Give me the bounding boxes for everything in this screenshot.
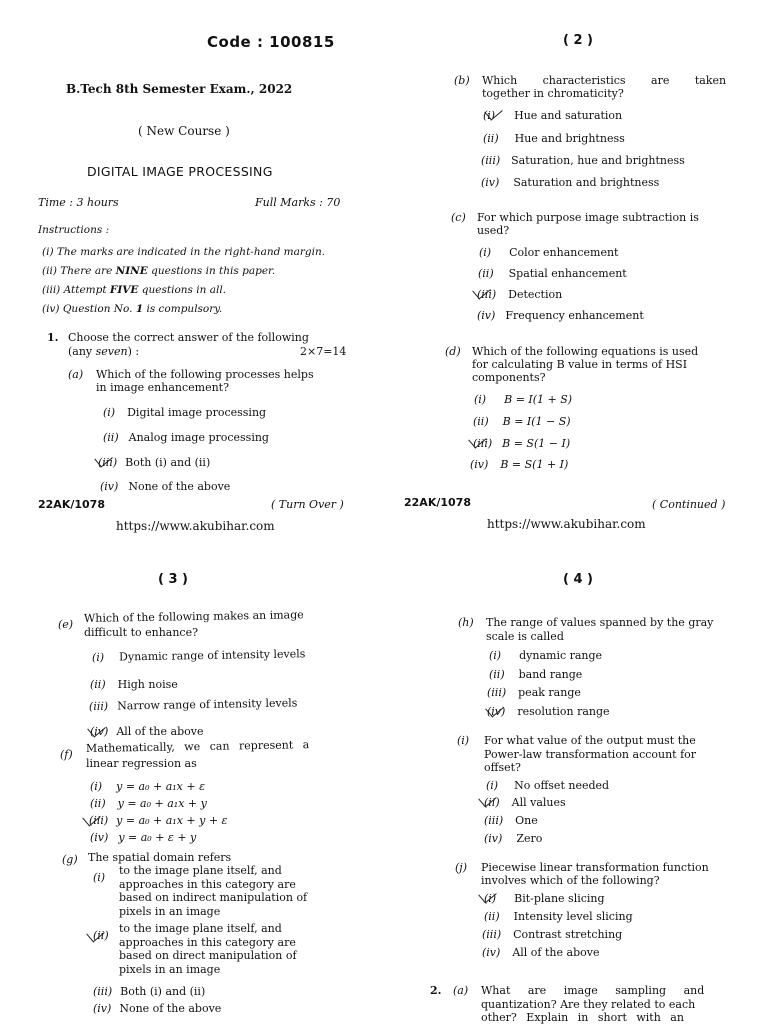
qa-option-2: (ii) Analog image processing [103,431,269,444]
qh-option-3: (iii) peak range [487,686,581,699]
qc-line-2: used? [477,224,510,237]
qc-option-3: (iii) Detection [477,288,563,301]
qb-option-1: (i) Hue and saturation [483,109,623,122]
footer-continued: ( Continued ) [652,498,726,511]
watermark-url: https://www.akubihar.com [116,519,275,533]
course-label: ( New Course ) [138,124,230,138]
qg-option-1-text: to the image plane itself, and approaches in this category are based on indirect manipulation of pixels in an image [119,864,308,918]
qj-option-4: (iv) All of the above [482,946,600,959]
qg-option-4: (iv) None of the above [93,1002,222,1015]
qf-option-2: (ii) y = a₀ + a₁x + y [90,797,207,810]
q1-marks: 2×7=14 [300,345,347,358]
qb-line-2: together in chromaticity? [482,87,624,100]
qa-label: (a) [68,368,84,381]
qg-option-3: (iii) Both (i) and (ii) [93,985,206,998]
q1-number: 1. [47,331,59,344]
qj-line-1: Piecewise linear transformation function [481,861,709,874]
qe-line-1: Which of the following makes an image [83,608,304,625]
full-marks-label: Full Marks : 70 [255,196,341,209]
qj-option-2: (ii) Intensity level slicing [484,910,633,923]
qe-option-1: (i) Dynamic range of intensity levels [91,647,306,664]
exam-code: Code : 100815 [207,33,335,51]
qb-option-3: (iii) Saturation, hue and brightness [481,154,685,167]
q2-number: 2. [430,984,442,997]
qd-option-3: (iii) B = S(1 − I) [473,437,571,450]
instruction-3: (iii) Attempt FIVE questions in all. [42,284,227,296]
qi-label: (i) [457,734,470,747]
qc-option-2: (ii) Spatial enhancement [478,267,627,280]
qa-line-2: in image enhancement? [96,381,229,394]
qj-option-1: (i) Bit-plane slicing [484,892,605,905]
footer-code: 22AK/1078 [404,496,471,509]
qi-option-4: (iv) Zero [484,832,543,845]
qg-option-2-text: to the image plane itself, and approaches in this category are based on direct manipulation of pixels in an image [119,922,297,976]
qg-label: (g) [62,853,78,866]
qh-label: (h) [458,616,474,629]
qf-option-4: (iv) y = a₀ + ε + y [90,831,197,844]
qi-option-3: (iii) One [484,814,538,827]
qe-label: (e) [58,618,74,631]
qd-option-4: (iv) B = S(1 + I) [470,458,569,471]
qa-option-1: (i) Digital image processing [103,406,267,419]
qa-option-3: (iii) Both (i) and (ii) [98,456,211,469]
q2-label: (a) [453,984,469,997]
qd-line-1: Which of the following equations is used [472,345,699,358]
qc-line-1: For which purpose image subtraction is [477,211,699,224]
qh-line-1: The range of values spanned by the gray [486,616,714,629]
instruction-1: (i) The marks are indicated in the right-hand margin. [42,246,326,258]
page-number: ( 3 ) [158,572,188,587]
qd-option-2: (ii) B = I(1 − S) [473,415,571,428]
qf-line-1: Mathematically, we can represent a [85,738,310,755]
footer-code: 22AK/1078 [38,498,105,511]
qj-line-2: involves which of the following? [481,874,660,887]
page-number: ( 4 ) [563,572,593,587]
qj-label: (j) [455,861,467,874]
instruction-4: (iv) Question No. 1 is compulsory. [42,303,223,315]
subject-title: DIGITAL IMAGE PROCESSING [87,164,273,179]
qf-option-1: (i) y = a₀ + a₁x + ε [90,780,205,793]
qc-option-4: (iv) Frequency enhancement [477,309,644,322]
qi-option-2: (ii) All values [484,796,566,809]
instruction-2: (ii) There are NINE questions in this paper. [42,265,276,277]
q1-line-2: (any seven) : [68,345,140,358]
qg-option-1-num: (i) [93,871,106,884]
footer-turn-over: ( Turn Over ) [271,498,344,511]
qi-line-1: For what value of the output must the [484,734,696,747]
instructions-heading: Instructions : [38,224,110,236]
qb-line-1: Which characteristics are taken [482,74,727,87]
qa-line-1: Which of the following processes helps [96,368,314,381]
qa-option-4: (iv) None of the above [100,480,231,493]
qc-label: (c) [451,211,466,224]
qi-line-2: Power-law transformation account for [484,748,697,761]
qh-option-4: (iv) resolution range [487,705,610,718]
qi-option-1: (i) No offset needed [486,779,610,792]
qh-line-2: scale is called [486,630,564,643]
qb-option-4: (iv) Saturation and brightness [481,176,660,189]
q2-line-1: What are image sampling and [481,984,705,997]
time-label: Time : 3 hours [38,196,119,209]
page-number: ( 2 ) [563,33,593,48]
qf-option-3: (iii) y = a₀ + a₁x + y + ε [89,814,228,827]
q2-line-2: quantization? Are they related to each [481,998,696,1011]
qh-option-1: (i) dynamic range [489,649,603,662]
qd-label: (d) [445,345,461,358]
qd-line-3: components? [472,371,546,384]
qd-option-1: (i) B = I(1 + S) [474,393,573,406]
watermark-url: https://www.akubihar.com [487,517,646,531]
q2-line-3: other? Explain in short with an [481,1011,684,1024]
qe-option-3: (iii) Narrow range of intensity levels [88,696,298,713]
qe-option-2: (ii) High noise [90,678,178,691]
qb-label: (b) [454,74,470,87]
qb-option-2: (ii) Hue and brightness [483,132,625,145]
qg-line-1: The spatial domain refers [88,851,232,864]
qh-option-2: (ii) band range [489,668,583,681]
qg-option-2-num: (ii) [93,929,109,942]
qc-option-1: (i) Color enhancement [479,246,619,259]
qd-line-2: for calculating B value in terms of HSI [472,358,688,371]
exam-title: B.Tech 8th Semester Exam., 2022 [66,82,293,96]
qe-line-2: difficult to enhance? [84,626,199,639]
qf-label: (f) [60,748,73,761]
qi-line-3: offset? [484,761,521,774]
qj-option-3: (iii) Contrast stretching [482,928,623,941]
qf-line-2: linear regression as [86,757,197,770]
qe-option-4: (iv) All of the above [90,725,204,738]
q1-line-1: Choose the correct answer of the following [68,331,309,344]
